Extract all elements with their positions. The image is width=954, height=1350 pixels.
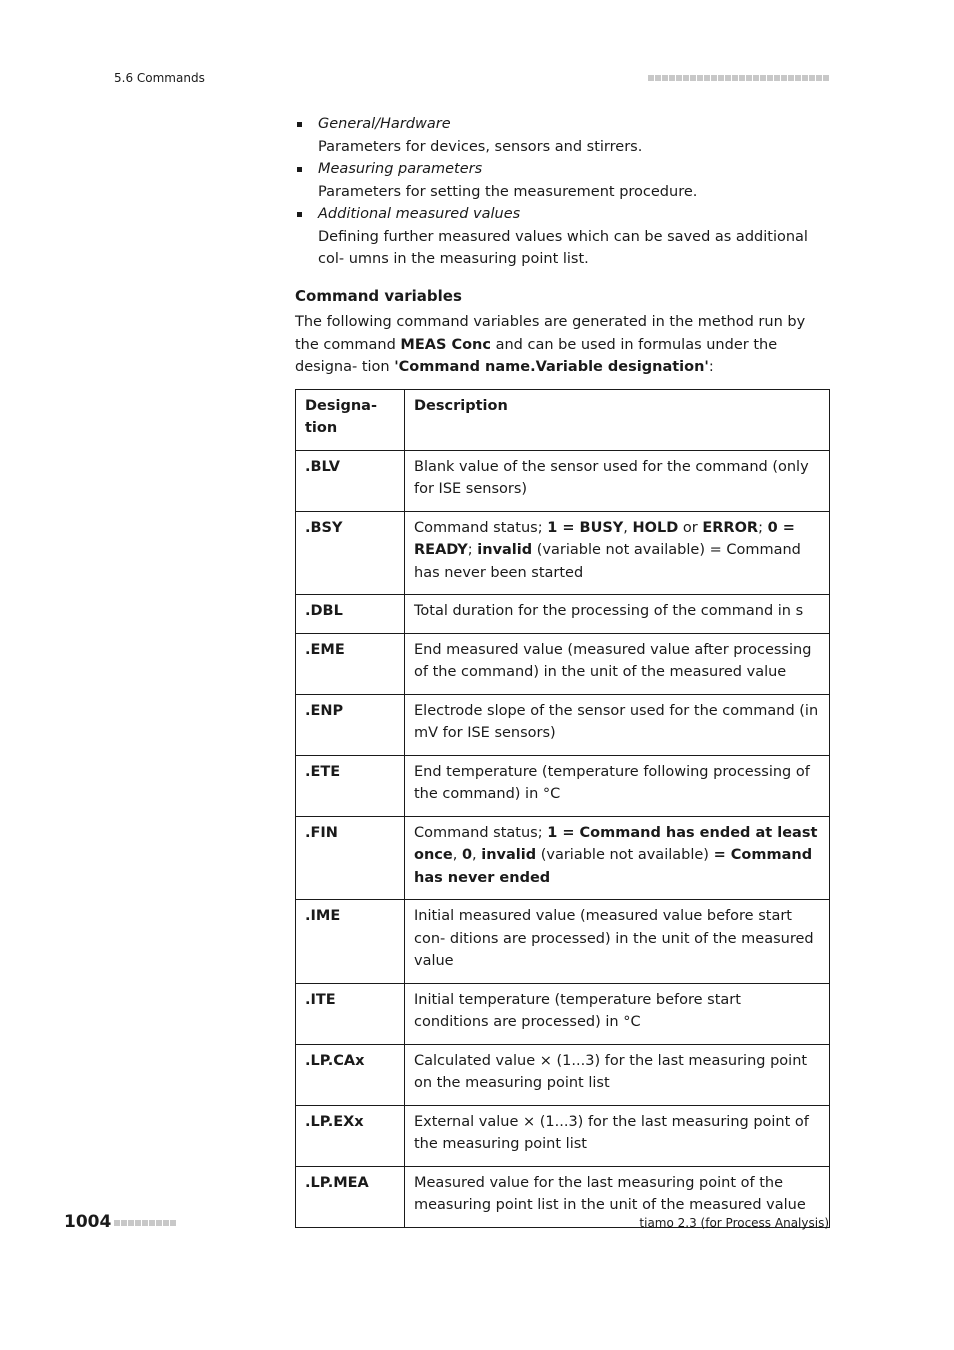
header-decorative-dots [648, 75, 829, 81]
description-text: Calculated value × (1...3) for the last measuring point on the measuring point list [414, 1052, 808, 1091]
table-row [296, 816, 830, 900]
description-emphasis: 1 = Command has ended at least once [414, 824, 818, 863]
bullet-square-icon [297, 212, 302, 217]
variable-designation: .LP.EXx [296, 1105, 405, 1166]
running-header-section: 5.6 Commands [114, 71, 205, 85]
list-item [295, 158, 830, 203]
variable-description [405, 900, 830, 984]
variable-designation: .DBL [296, 595, 405, 634]
table-row [296, 450, 830, 511]
description-emphasis: = Command has never ended [414, 847, 813, 886]
intro-designation: 'Command name.Variable designation' [394, 359, 709, 375]
variable-description [405, 511, 830, 595]
variable-description [405, 694, 830, 755]
description-text: Electrode slope of the sensor used for the command (in mV for ISE sensors) [414, 702, 819, 741]
variable-description [405, 983, 830, 1044]
variable-description [405, 1044, 830, 1105]
command-variables-table [295, 389, 830, 1228]
intro-text: The following command variables are generated in the method run by the command [295, 314, 806, 353]
variable-description [405, 450, 830, 511]
variable-designation: .IME [296, 900, 405, 984]
variable-designation: .BLV [296, 450, 405, 511]
variable-description [405, 1105, 830, 1166]
table-row [296, 1105, 830, 1166]
description-text: ; [758, 519, 768, 536]
description-text: ; [467, 542, 478, 558]
list-item-term: Additional measured values [318, 206, 521, 222]
parameter-group-list [295, 113, 830, 271]
footer-decorative-dots [114, 1220, 176, 1226]
variable-designation: .EME [296, 633, 405, 694]
description-emphasis: 1 = BUSY [547, 519, 624, 536]
intro-text: and can be used in formulas under the designa- tion [295, 336, 778, 375]
variable-designation: .LP.MEA [296, 1166, 405, 1227]
table-row [296, 595, 830, 634]
description-emphasis: invalid [481, 847, 537, 863]
description-text: Command status; [414, 824, 548, 841]
list-item-term: Measuring parameters [318, 161, 483, 177]
variable-designation: .ENP [296, 694, 405, 755]
table-row [296, 694, 830, 755]
variable-description [405, 595, 830, 634]
section-heading: Command variables [295, 286, 462, 305]
description-text: End measured value (measured value after processing of the command) in the unit of the measured value [414, 641, 812, 680]
description-text: External value × (1...3) for the last measuring point of the measuring point list [414, 1113, 809, 1152]
list-item-description: Parameters for setting the measurement procedure. [318, 183, 698, 200]
description-text: Initial measured value (measured value before start con- ditions are processed) in the unit of the measured value [414, 908, 814, 969]
description-emphasis: 0 [461, 847, 473, 863]
description-text: (variable not available) = Command has never been started [414, 542, 801, 581]
table-row [296, 755, 830, 816]
table-row [296, 633, 830, 694]
table-row [296, 983, 830, 1044]
table-row [296, 511, 830, 595]
description-emphasis: invalid [477, 542, 533, 558]
description-text: , [472, 847, 482, 863]
variable-designation: .BSY [296, 511, 405, 595]
description-emphasis: ERROR [702, 519, 759, 536]
variable-description [405, 755, 830, 816]
list-item-term: General/Hardware [318, 116, 451, 132]
description-text: Command status; [414, 519, 548, 536]
table-row [296, 1044, 830, 1105]
section-intro [295, 311, 830, 379]
intro-text: : [708, 359, 714, 375]
variable-description [405, 816, 830, 900]
column-header-description: Description [405, 389, 830, 450]
description-text: or [678, 519, 703, 536]
column-header-designation: Designa- tion [296, 389, 405, 450]
variable-designation: .ITE [296, 983, 405, 1044]
description-text: (variable not available) [536, 847, 714, 863]
description-emphasis: 0 = READY [414, 519, 795, 558]
variable-designation: .LP.CAx [296, 1044, 405, 1105]
page-number: 1004 [64, 1212, 112, 1232]
page-content [295, 113, 830, 1228]
bullet-square-icon [297, 122, 302, 127]
description-emphasis: HOLD [632, 519, 679, 536]
description-text: , [623, 519, 633, 536]
description-text: Initial temperature (temperature before start conditions are processed) in °C [414, 991, 741, 1030]
list-item-description: Defining further measured values which can be saved as additional col- umns in the measuring point list. [318, 228, 808, 267]
list-item [295, 113, 830, 158]
description-text: Total duration for the processing of the command in s [414, 603, 804, 619]
running-footer-product: tiamo 2.3 (for Process Analysis) [639, 1216, 829, 1230]
table-row [296, 900, 830, 984]
list-item-description: Parameters for devices, sensors and stirrers. [318, 138, 643, 155]
description-text: Blank value of the sensor used for the command (only for ISE sensors) [414, 458, 809, 497]
variable-designation: .ETE [296, 755, 405, 816]
variable-description [405, 633, 830, 694]
variable-designation: .FIN [296, 816, 405, 900]
description-text: End temperature (temperature following processing of the command) in °C [414, 763, 810, 802]
intro-command-name: MEAS Conc [400, 336, 491, 353]
bullet-square-icon [297, 167, 302, 172]
description-text: , [452, 847, 462, 863]
table-header-row [296, 389, 830, 450]
description-text: Measured value for the last measuring point of the measuring point list in the unit of the measured value [414, 1174, 806, 1213]
list-item [295, 203, 830, 271]
